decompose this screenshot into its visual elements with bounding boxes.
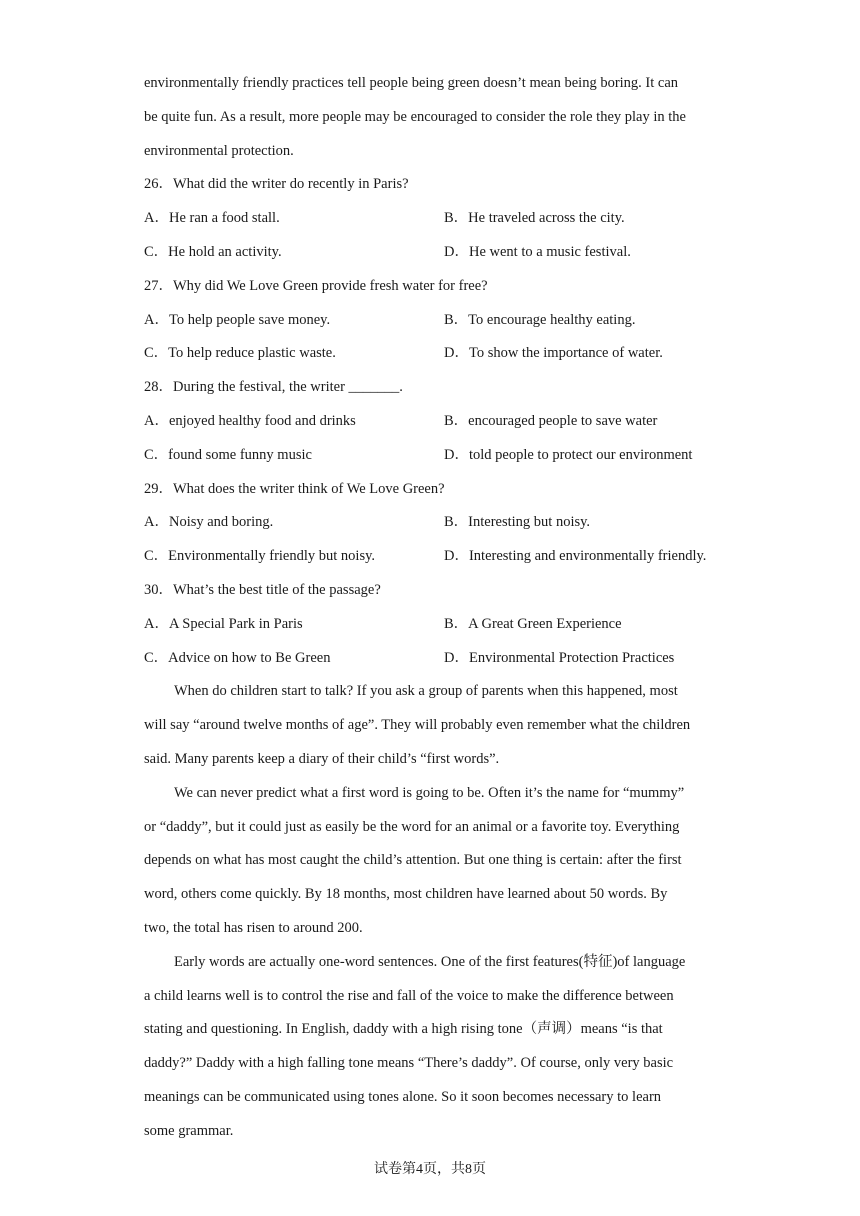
option-d: D．To show the importance of water.: [444, 345, 663, 361]
passage-line: said. Many parents keep a diary of their child’s “first words”.: [144, 751, 500, 767]
option-a: A．To help people save money.: [144, 312, 331, 328]
page-footer: 试卷第4页，共8页: [374, 1162, 486, 1177]
option-b: B．To encourage healthy eating.: [444, 312, 636, 328]
option-b: B．encouraged people to save water: [444, 413, 658, 429]
passage-line: will say “around twelve months of age”. They will probably even remember what the children: [144, 717, 691, 733]
question-stem: 27．Why did We Love Green provide fresh water for free?: [144, 278, 488, 294]
passage-line: environmental protection.: [144, 143, 294, 159]
passage-line: or “daddy”, but it could just as easily be the word for an animal or a favorite toy. Everything: [144, 819, 680, 835]
option-c: C．Environmentally friendly but noisy.: [144, 548, 376, 564]
passage-line: stating and questioning. In English, daddy with a high rising tone（声调）means “is that: [144, 1021, 663, 1037]
passage-line: depends on what has most caught the child’s attention. But one thing is certain: after the first: [144, 852, 682, 868]
passage-line: some grammar.: [144, 1123, 234, 1139]
option-a: A．A Special Park in Paris: [144, 616, 303, 632]
option-d: D．Interesting and environmentally friendly.: [444, 548, 707, 564]
option-b: B．A Great Green Experience: [444, 616, 622, 632]
passage-line: meanings can be communicated using tones alone. So it soon becomes necessary to learn: [144, 1089, 662, 1105]
option-b: B．He traveled across the city.: [444, 210, 625, 226]
question-stem: 30．What’s the best title of the passage?: [144, 582, 381, 598]
option-c: C．To help reduce plastic waste.: [144, 345, 336, 361]
passage-line: We can never predict what a first word is going to be. Often it’s the name for “mummy”: [174, 785, 685, 801]
passage-line: word, others come quickly. By 18 months, most children have learned about 50 words. By: [144, 886, 668, 902]
question-stem: 28．During the festival, the writer _______.: [144, 379, 403, 395]
passage-line: When do children start to talk? If you ask a group of parents when this happened, most: [174, 683, 678, 699]
option-c: C．found some funny music: [144, 447, 312, 463]
passage-line: environmentally friendly practices tell people being green doesn’t mean being boring. It can: [144, 75, 679, 91]
option-c: C．He hold an activity.: [144, 244, 282, 260]
passage-line: Early words are actually one-word sentences. One of the first features(特征)of language: [174, 954, 686, 970]
passage-line: a child learns well is to control the rise and fall of the voice to make the difference between: [144, 988, 674, 1004]
option-d: D．He went to a music festival.: [444, 244, 631, 260]
option-a: A．He ran a food stall.: [144, 210, 280, 226]
question-stem: 26．What did the writer do recently in Paris?: [144, 176, 409, 192]
passage-line: be quite fun. As a result, more people may be encouraged to consider the role they play in the: [144, 109, 686, 125]
option-a: A．enjoyed healthy food and drinks: [144, 413, 356, 429]
option-d: D．told people to protect our environment: [444, 447, 693, 463]
passage-line: two, the total has risen to around 200.: [144, 920, 363, 936]
option-b: B．Interesting but noisy.: [444, 514, 591, 530]
option-c: C．Advice on how to Be Green: [144, 650, 331, 666]
option-d: D．Environmental Protection Practices: [444, 650, 675, 666]
passage-line: daddy?” Daddy with a high falling tone means “There’s daddy”. Of course, only very basic: [144, 1055, 674, 1071]
option-a: A．Noisy and boring.: [144, 514, 274, 530]
question-stem: 29．What does the writer think of We Love Green?: [144, 481, 445, 497]
